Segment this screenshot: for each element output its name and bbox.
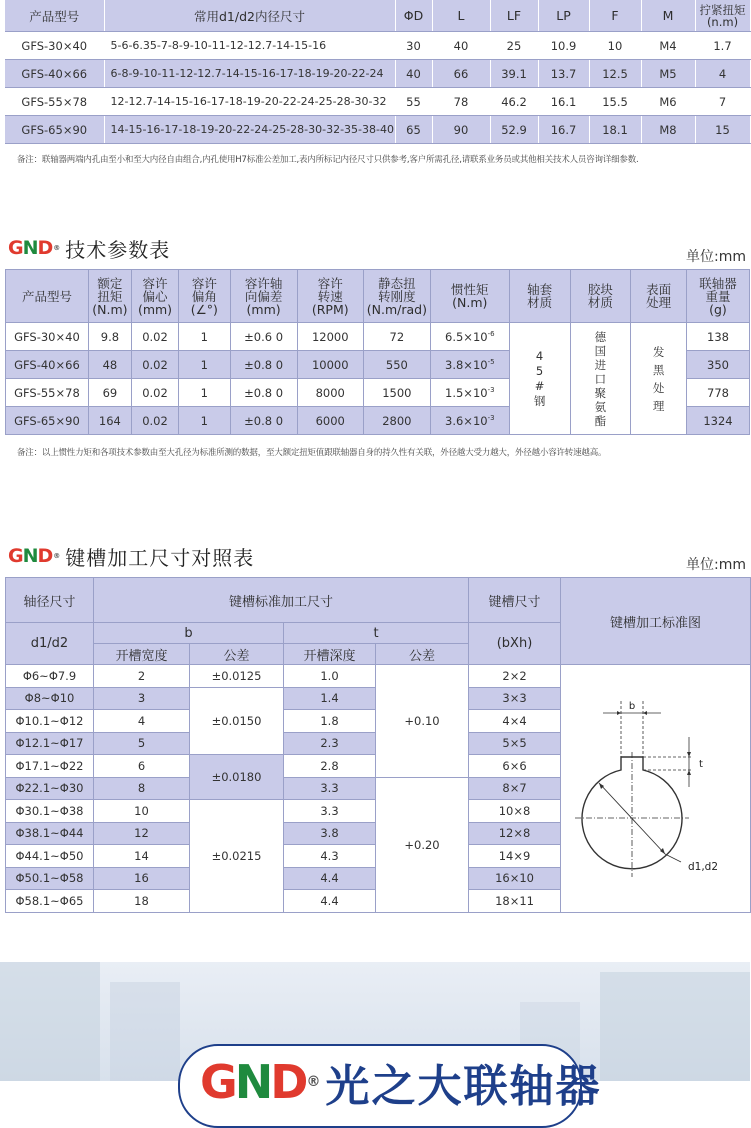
value-cell: 16.1 xyxy=(538,88,589,116)
value-cell: ±0.8 0 xyxy=(230,379,297,407)
tolerance-cell: +0.10 xyxy=(376,665,469,778)
value-cell: 18.1 xyxy=(589,116,641,144)
model-cell: GFS-30×40 xyxy=(5,32,104,60)
header-cell: 容许轴 向偏差 (mm) xyxy=(230,270,297,323)
technical-table-header xyxy=(6,270,750,323)
value-cell: 4 xyxy=(695,60,750,88)
value-cell: 2.3 xyxy=(284,732,376,755)
value-cell: 778 xyxy=(686,379,749,407)
brand-banner xyxy=(0,962,750,1112)
diagram-label-b: b xyxy=(628,700,636,712)
header-cell: 公差 xyxy=(376,644,469,665)
header-cell: 公差 xyxy=(190,644,284,665)
section-title xyxy=(8,232,170,264)
value-cell: 550 xyxy=(363,351,430,379)
value-cell: 1.7 xyxy=(695,32,750,60)
header-cell: F xyxy=(589,0,641,32)
value-cell: 2×2 xyxy=(469,665,561,688)
building-shape xyxy=(600,972,750,1081)
diagram-label-d: d1,d2 xyxy=(688,860,719,873)
header-cell: 容许 转速 (RPM) xyxy=(297,270,363,323)
value-cell: 0.02 xyxy=(131,379,178,407)
shaft-cell: Φ30.1~Φ38 xyxy=(6,800,94,823)
value-cell: M4 xyxy=(641,32,695,60)
section-title-text: 技术参数表 xyxy=(65,237,171,262)
unit-label: 单位:mm xyxy=(686,557,746,573)
shaft-cell: Φ22.1~Φ30 xyxy=(6,777,94,800)
value-cell: 16×10 xyxy=(469,867,561,890)
value-cell: 40 xyxy=(395,60,432,88)
tolerance-cell: ±0.0180 xyxy=(190,755,284,800)
tolerance-cell: ±0.0215 xyxy=(190,800,284,913)
value-cell: 3.8 xyxy=(284,822,376,845)
value-cell: 40 xyxy=(432,32,490,60)
value-cell: M5 xyxy=(641,60,695,88)
inertia-base: 6.5×10 xyxy=(445,329,488,344)
inertia-cell xyxy=(430,351,509,379)
model-cell: GFS-55×78 xyxy=(6,379,89,407)
value-cell: 8000 xyxy=(297,379,363,407)
value-cell: 5×5 xyxy=(469,732,561,755)
inertia-base: 1.5×10 xyxy=(445,385,488,400)
header-cell: 键槽尺寸 xyxy=(469,578,561,623)
keyway-diagram xyxy=(561,667,751,907)
value-cell: 12000 xyxy=(297,323,363,351)
inertia-cell xyxy=(430,407,509,435)
header-cell: 静态扭 转刚度 (N.m/rad) xyxy=(363,270,430,323)
value-cell: 4.3 xyxy=(284,845,376,868)
value-cell: 3.3 xyxy=(284,800,376,823)
technical-parameter-table xyxy=(5,269,750,435)
header-cell: 产品型号 xyxy=(6,270,89,323)
header-cell: 容许 偏角 (∠°) xyxy=(179,270,230,323)
model-cell: GFS-40×66 xyxy=(6,351,89,379)
dimension-table xyxy=(5,0,751,144)
value-cell: 4.4 xyxy=(284,890,376,913)
inertia-exp: -6 xyxy=(487,329,495,338)
value-cell: 6 xyxy=(94,755,190,778)
header-cell: 键槽加工标准图 xyxy=(561,578,751,665)
value-cell: 55 xyxy=(395,88,432,116)
header-cell: M xyxy=(641,0,695,32)
table-row xyxy=(5,60,750,88)
value-cell: 350 xyxy=(686,351,749,379)
value-cell: 2 xyxy=(94,665,190,688)
value-cell: M8 xyxy=(641,116,695,144)
value-cell: 0.02 xyxy=(131,407,178,435)
shaft-cell: Φ38.1~Φ44 xyxy=(6,822,94,845)
value-cell: 10 xyxy=(94,800,190,823)
header-cell: 常用d1/d2内径尺寸 xyxy=(104,0,395,32)
inertia-cell xyxy=(430,379,509,407)
header-cell: 胶块 材质 xyxy=(570,270,631,323)
tolerance-cell: +0.20 xyxy=(376,777,469,912)
value-cell: 72 xyxy=(363,323,430,351)
value-cell: 25 xyxy=(490,32,538,60)
shaft-cell: Φ17.1~Φ22 xyxy=(6,755,94,778)
value-cell: 12.5 xyxy=(589,60,641,88)
header-cell: 产品型号 xyxy=(5,0,104,32)
header-cell: b xyxy=(94,623,284,644)
value-cell: 18 xyxy=(94,890,190,913)
value-cell: 69 xyxy=(88,379,131,407)
inertia-base: 3.6×10 xyxy=(445,413,488,428)
value-cell: 0.02 xyxy=(131,351,178,379)
header-cell: 键槽标准加工尺寸 xyxy=(94,578,469,623)
header-cell: 表面 处理 xyxy=(631,270,687,323)
dimension-note: 备注：联轴器两端内孔由至小和至大内径自由组合,内孔使用H7标准公差加工,表内所标记内径尺寸只供参考,客户所需孔径,请联系业务员或其他相关技术人员咨询详细参数. xyxy=(17,155,639,165)
header-cell: (bXh) xyxy=(469,623,561,665)
value-cell: 1 xyxy=(179,407,230,435)
inertia-exp: -3 xyxy=(487,413,495,422)
shaft-cell: Φ8~Φ10 xyxy=(6,687,94,710)
value-cell: 9.8 xyxy=(88,323,131,351)
value-cell: 2.8 xyxy=(284,755,376,778)
shaft-cell: Φ50.1~Φ58 xyxy=(6,867,94,890)
shaft-cell: Φ6~Φ7.9 xyxy=(6,665,94,688)
header-cell: 额定 扭矩 (N.m) xyxy=(88,270,131,323)
value-cell: 78 xyxy=(432,88,490,116)
section-title xyxy=(8,540,254,572)
table-row xyxy=(5,116,750,144)
value-cell: 90 xyxy=(432,116,490,144)
header-cell: 拧紧扭矩 (n.m) xyxy=(695,0,750,32)
tolerance-cell: ±0.0150 xyxy=(190,687,284,755)
value-cell: 13.7 xyxy=(538,60,589,88)
value-cell: 0.02 xyxy=(131,323,178,351)
value-cell: M6 xyxy=(641,88,695,116)
value-cell: 39.1 xyxy=(490,60,538,88)
value-cell: 52.9 xyxy=(490,116,538,144)
bore-cell: 5-6-6.35-7-8-9-10-11-12-12.7-14-15-16 xyxy=(104,32,395,60)
value-cell: 16.7 xyxy=(538,116,589,144)
value-cell: 6000 xyxy=(297,407,363,435)
brand-name: 光之大联轴器 xyxy=(325,1061,602,1112)
value-cell: 48 xyxy=(88,351,131,379)
building-shape xyxy=(0,962,100,1081)
value-cell: 1.8 xyxy=(284,710,376,733)
value-cell: 12 xyxy=(94,822,190,845)
model-cell: GFS-65×90 xyxy=(6,407,89,435)
tolerance-cell: ±0.0125 xyxy=(190,665,284,688)
model-cell: GFS-55×78 xyxy=(5,88,104,116)
bore-cell: 6-8-9-10-11-12-12.7-14-15-16-17-18-19-20-22-24 xyxy=(104,60,395,88)
value-cell: 1 xyxy=(179,351,230,379)
brand-logo: G N D ® xyxy=(200,1055,318,1109)
value-cell: 15.5 xyxy=(589,88,641,116)
value-cell: 5 xyxy=(94,732,190,755)
value-cell: ±0.6 0 xyxy=(230,323,297,351)
value-cell: 138 xyxy=(686,323,749,351)
inertia-exp: -5 xyxy=(487,357,495,366)
value-cell: 4.4 xyxy=(284,867,376,890)
value-cell: 1500 xyxy=(363,379,430,407)
value-cell: 10 xyxy=(589,32,641,60)
value-cell: 18×11 xyxy=(469,890,561,913)
value-cell: 65 xyxy=(395,116,432,144)
value-cell: ±0.8 0 xyxy=(230,351,297,379)
shaft-cell: Φ10.1~Φ12 xyxy=(6,710,94,733)
model-cell: GFS-30×40 xyxy=(6,323,89,351)
model-cell: GFS-65×90 xyxy=(5,116,104,144)
value-cell: 10000 xyxy=(297,351,363,379)
value-cell: 1 xyxy=(179,323,230,351)
inertia-base: 3.8×10 xyxy=(445,357,488,372)
header-cell: L xyxy=(432,0,490,32)
technical-note: 备注：以上惯性力矩和各项技术参数由至大孔径为标准所测的数据，至大额定扭矩值跟联轴器自身的持久性有关联，外径越大受力越大，外径越小容许转速越高。 xyxy=(17,448,607,458)
value-cell: 6×6 xyxy=(469,755,561,778)
value-cell: 3 xyxy=(94,687,190,710)
value-cell: 30 xyxy=(395,32,432,60)
inertia-cell xyxy=(430,323,509,351)
surface-treatment: 发 黑 处 理 xyxy=(631,323,687,435)
value-cell: 4×4 xyxy=(469,710,561,733)
shaft-cell: Φ12.1~Φ17 xyxy=(6,732,94,755)
value-cell: 3.3 xyxy=(284,777,376,800)
shaft-cell: Φ58.1~Φ65 xyxy=(6,890,94,913)
value-cell: 16 xyxy=(94,867,190,890)
header-cell: 惯性矩 (N.m) xyxy=(430,270,509,323)
bore-cell: 14-15-16-17-18-19-20-22-24-25-28-30-32-35-38-40 xyxy=(104,116,395,144)
value-cell: 7 xyxy=(695,88,750,116)
header-cell: d1/d2 xyxy=(6,623,94,665)
value-cell: 8×7 xyxy=(469,777,561,800)
value-cell: 2800 xyxy=(363,407,430,435)
section-title-text: 键槽加工尺寸对照表 xyxy=(65,545,255,570)
inertia-exp: -3 xyxy=(487,385,495,394)
diagram-label-t: t xyxy=(699,758,703,770)
header-cell: ΦD xyxy=(395,0,432,32)
value-cell: 4 xyxy=(94,710,190,733)
header-cell: t xyxy=(284,623,469,644)
brand-lockup xyxy=(200,1050,601,1114)
brand-logo: G N D ® xyxy=(8,237,60,259)
table-row xyxy=(6,665,751,688)
keyway-table xyxy=(5,577,751,913)
header-cell: LP xyxy=(538,0,589,32)
value-cell: 46.2 xyxy=(490,88,538,116)
model-cell: GFS-40×66 xyxy=(5,60,104,88)
table-row xyxy=(5,88,750,116)
value-cell: 3×3 xyxy=(469,687,561,710)
value-cell: 1 xyxy=(179,379,230,407)
value-cell: ±0.8 0 xyxy=(230,407,297,435)
header-cell: 开槽深度 xyxy=(284,644,376,665)
value-cell: 1.0 xyxy=(284,665,376,688)
keyway-header-row xyxy=(6,578,751,623)
value-cell: 10×8 xyxy=(469,800,561,823)
value-cell: 8 xyxy=(94,777,190,800)
shaft-cell: Φ44.1~Φ50 xyxy=(6,845,94,868)
value-cell: 15 xyxy=(695,116,750,144)
rubber-material: 德 国 进 口 聚 氨 酯 xyxy=(570,323,631,435)
sleeve-material: 4 5 # 钢 xyxy=(509,323,570,435)
value-cell: 14×9 xyxy=(469,845,561,868)
unit-label: 单位:mm xyxy=(686,249,746,265)
header-cell: 轴径尺寸 xyxy=(6,578,94,623)
value-cell: 10.9 xyxy=(538,32,589,60)
header-cell: LF xyxy=(490,0,538,32)
dimension-table-header xyxy=(5,0,750,32)
building-shape xyxy=(110,982,180,1081)
value-cell: 164 xyxy=(88,407,131,435)
brand-logo: G N D ® xyxy=(8,545,60,567)
table-row xyxy=(5,32,750,60)
header-cell: 容许 偏心 (mm) xyxy=(131,270,178,323)
header-cell: 轴套 材质 xyxy=(509,270,570,323)
table-row xyxy=(6,323,750,351)
bore-cell: 12-12.7-14-15-16-17-18-19-20-22-24-25-28-30-32 xyxy=(104,88,395,116)
value-cell: 1324 xyxy=(686,407,749,435)
header-cell: 开槽宽度 xyxy=(94,644,190,665)
value-cell: 14 xyxy=(94,845,190,868)
value-cell: 12×8 xyxy=(469,822,561,845)
keyway-diagram-cell xyxy=(561,665,751,913)
header-cell: 联轴器 重量 (g) xyxy=(686,270,749,323)
value-cell: 1.4 xyxy=(284,687,376,710)
value-cell: 66 xyxy=(432,60,490,88)
